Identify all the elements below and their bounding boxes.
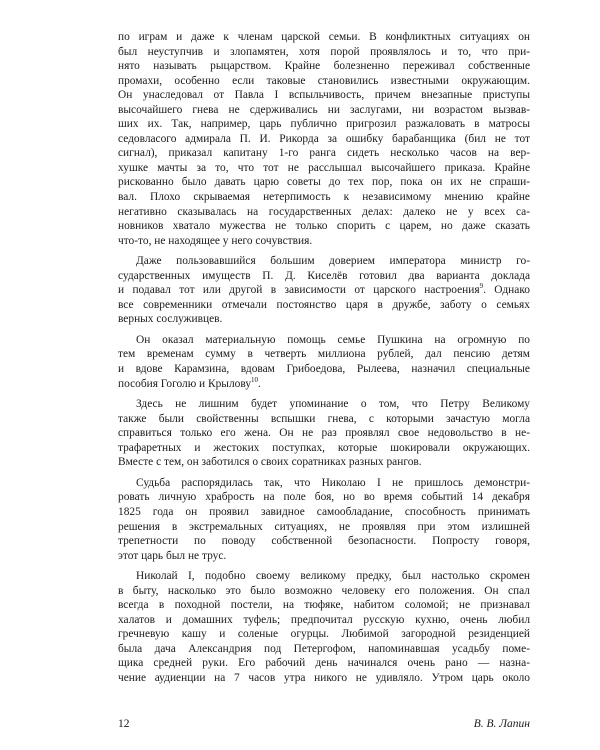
paragraph (118, 397, 530, 470)
text-line (118, 219, 530, 234)
text-line-content: гречневую кашу и соленые огурцы. Любимой загородной резиденцией (118, 628, 530, 641)
text-line-content: была дача Александрия под Петергофом, напоминавшая усадьбу поме- (118, 642, 530, 655)
text-line (118, 88, 530, 103)
footnote-marker: 9 (479, 282, 484, 291)
text-line (118, 412, 530, 427)
text-line (118, 671, 530, 686)
text-line-content: был неуступчив и злопамятен, хотя порой проявлялось и то, что при- (118, 45, 530, 58)
text-line-content: высочайшего гнева не сдерживались ни заслугами, ни возрастом вызвав- (118, 103, 530, 116)
page-number: 12 (118, 718, 130, 730)
text-line-tail: . (258, 377, 261, 390)
text-line (118, 584, 530, 599)
text-line-content: промахи, особенно если таковые становились известными окружающим. (118, 74, 530, 87)
text-line (118, 347, 530, 362)
text-line (118, 441, 530, 456)
text-line (118, 362, 530, 377)
text-line-content: и подавал тот или другой в зависимости от царского настроения (118, 284, 480, 297)
text-line-content: новников хватало мужества не только спорить с царем, но даже сказать (118, 220, 530, 233)
page-body (118, 30, 530, 686)
text-line (118, 298, 530, 313)
paragraph (118, 569, 530, 685)
text-line-content: верных сослуживцев. (118, 313, 223, 326)
text-line (118, 569, 530, 584)
text-line-content: справиться только его жена. Он не раз проявлял свое недовольство в не- (118, 427, 530, 440)
text-line-content: ших их. Так, например, царь публично пригрозил разжаловать в матросы (118, 118, 530, 131)
text-line (118, 397, 530, 412)
text-line (118, 656, 530, 671)
text-line-content: сигнал), приказал капитану 1-го ранга сидеть несколько часов на вер- (118, 147, 530, 160)
text-line (118, 30, 530, 45)
text-line (118, 598, 530, 613)
text-line-content: тем временам сумму в четверть миллиона рублей, дал пенсию детям (118, 348, 530, 361)
text-line (118, 59, 530, 74)
text-line (118, 175, 530, 190)
text-line (118, 234, 530, 249)
text-line (118, 426, 530, 441)
text-line (118, 312, 530, 327)
text-line-content: ровать личную храбрость на поле боя, но во время событий 14 декабря (118, 491, 530, 504)
text-line (118, 74, 530, 89)
text-line (118, 613, 530, 628)
text-line (118, 190, 530, 205)
running-author: В. В. Лапин (473, 718, 530, 730)
text-line (118, 161, 530, 176)
text-line-content: Судьба распорядилась так, что Николаю I не пришлось демонстри- (136, 476, 530, 489)
text-line (118, 505, 530, 520)
text-line-content: этот царь был не трус. (118, 549, 227, 562)
text-line-content: халатов и домашних туфель; предпочитал русскую кухню, очень любил (118, 613, 530, 626)
text-line (118, 117, 530, 132)
text-line-content: также были свойственны вспышки гнева, с которыми зачастую могла (118, 412, 530, 425)
text-line (118, 520, 530, 535)
text-line-content: хушке мачты за то, что тот не расслышал высочайшего приказа. Крайне (118, 161, 530, 174)
text-line-content: пособия Гоголю и Крылову (118, 377, 252, 390)
text-line (118, 534, 530, 549)
text-line-content: 1825 года он проявил завидное самообладание, способность принимать (118, 505, 530, 518)
text-line (118, 45, 530, 60)
paragraph (118, 254, 530, 327)
text-line (118, 283, 530, 298)
text-line (118, 333, 530, 348)
paragraph (118, 476, 530, 563)
text-line-content: вал. Плохо скрываемая нетерпимость к независимому мнению крайне (118, 191, 530, 204)
footnote-marker: 10 (251, 375, 259, 384)
text-line (118, 476, 530, 491)
text-line-content: чение аудиенции на 7 часов утра никого не удивляло. Утром царь около (118, 671, 530, 684)
text-line (118, 642, 530, 657)
paragraph (118, 333, 530, 391)
text-line (118, 146, 530, 161)
text-line (118, 103, 530, 118)
text-line (118, 455, 530, 470)
text-line (118, 205, 530, 220)
text-line-content: щика средней руки. Его рабочий день начинался очень рано — назна- (118, 657, 530, 670)
text-line-content: Он оказал материальную помощь семье Пушкина на огромную по (136, 333, 530, 346)
text-line-content: все современники отмечали постоянство царя в дружбе, заботу о семьях (118, 298, 530, 311)
text-line-content: седовласого адмирала П. И. Рикорда за ошибку барабанщика (бил не тот (118, 132, 530, 145)
text-line-content: всегда в походной постели, на тюфяке, набитом соломой; не признавал (118, 599, 530, 612)
text-line-content: трафаретных и жестоких поступках, которые шокировали окружающих. (118, 441, 530, 454)
text-line-content: в быту, насколько это было возможно человеку его положения. Он спал (118, 584, 530, 597)
text-line (118, 627, 530, 642)
text-line-tail: . Однако (483, 284, 530, 297)
text-line (118, 132, 530, 147)
text-line-content: Даже пользовавшийся большим доверием императора министр го- (136, 255, 530, 268)
text-line (118, 549, 530, 564)
text-line-content: решения в экстремальных ситуациях, не проявляя при этом излишней (118, 520, 530, 533)
text-line-content: рискованно было давать царю советы до тех пор, пока он их не спраши- (118, 176, 530, 189)
text-line-content: сударственных имуществ П. Д. Киселёв готовил два варианта доклада (118, 269, 530, 282)
text-line-content: что-то, не находящее у него сочувствия. (118, 234, 313, 247)
text-line (118, 269, 530, 284)
text-line (118, 490, 530, 505)
text-line-content: негативно сказывалась на государственных делах: далеко не у всех са- (118, 205, 530, 218)
text-line-content: и вдове Карамзина, вдовам Грибоедова, Рылеева, назначил специальные (118, 363, 530, 376)
text-line-content: Он унаследовал от Павла I вспыльчивость, причем внезапные приступы (118, 89, 530, 102)
text-line-content: нято называть рыцарством. Крайне болезненно переживал собственные (118, 60, 530, 73)
text-line (118, 377, 530, 392)
text-line (118, 254, 530, 269)
paragraph (118, 30, 530, 248)
text-line-content: трепетности по поводу собственной безопасности. Попросту говоря, (118, 535, 530, 548)
text-line-content: Николай I, подобно своему великому предку, был настолько скромен (136, 570, 530, 583)
text-line-content: по играм и даже к членам царской семьи. В конфликтных ситуациях он (118, 31, 530, 43)
text-line-content: Вместе с тем, он заботился о своих соратниках разных рангов. (118, 456, 422, 469)
text-line-content: Здесь не лишним будет упоминание о том, что Петру Великому (136, 398, 530, 411)
